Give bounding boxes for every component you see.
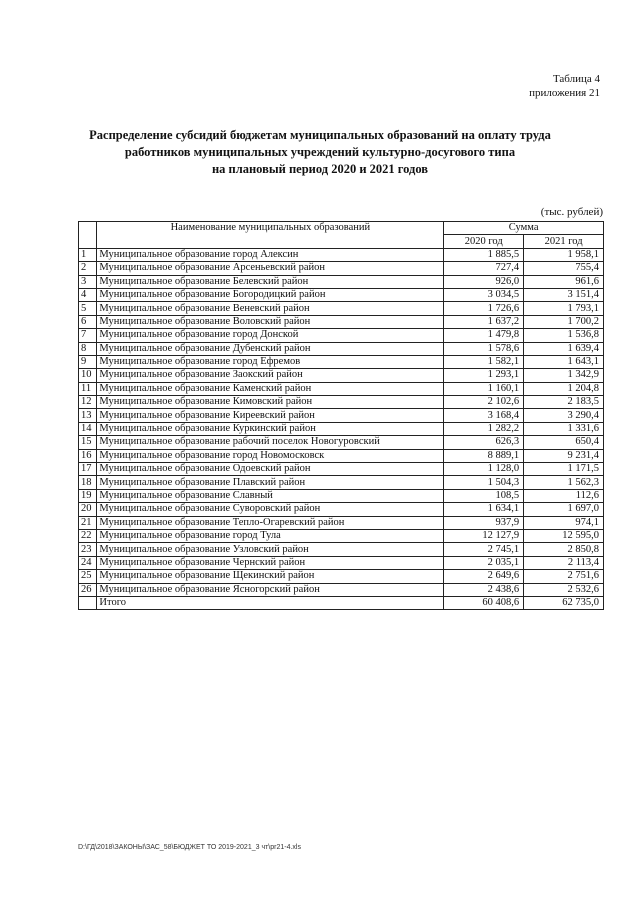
- row-value-2020: 1 885,5: [444, 248, 524, 261]
- row-number: 16: [79, 449, 97, 462]
- row-value-2020: 2 745,1: [444, 543, 524, 556]
- row-name: Муниципальное образование Богородицкий район: [97, 288, 444, 301]
- row-value-2020: 1 582,1: [444, 355, 524, 368]
- row-value-2020: 2 649,6: [444, 570, 524, 583]
- row-name: Муниципальное образование Узловский район: [97, 543, 444, 556]
- row-value-2021: 961,6: [524, 275, 604, 288]
- table-row: [79, 342, 604, 355]
- row-value-2021: 1 536,8: [524, 329, 604, 342]
- row-name: Муниципальное образование Славный: [97, 489, 444, 502]
- title-line-1: Распределение субсидий бюджетам муниципальных образований на оплату труда: [89, 128, 551, 142]
- row-value-2021: 1 562,3: [524, 476, 604, 489]
- row-value-2020: 727,4: [444, 262, 524, 275]
- total-2021: 62 735,0: [524, 596, 604, 609]
- row-number: 4: [79, 288, 97, 301]
- row-number: 15: [79, 436, 97, 449]
- row-name: Муниципальное образование рабочий поселок Новогуровский: [97, 436, 444, 449]
- row-value-2020: 1 293,1: [444, 369, 524, 382]
- row-value-2020: 3 168,4: [444, 409, 524, 422]
- row-value-2020: 1 479,8: [444, 329, 524, 342]
- row-number: 12: [79, 396, 97, 409]
- total-row: [79, 596, 604, 609]
- row-number: 13: [79, 409, 97, 422]
- row-name: Муниципальное образование город Тула: [97, 529, 444, 542]
- row-number: 24: [79, 556, 97, 569]
- row-name: Муниципальное образование Киреевский район: [97, 409, 444, 422]
- row-value-2020: 12 127,9: [444, 529, 524, 542]
- file-path: D:\ГД\2018\ЗАКОНЫ\ЗАС_58\БЮДЖЕТ ТО 2019-2021_3 чт\pr21-4.xls: [78, 844, 301, 851]
- row-name: Муниципальное образование Арсеньевский район: [97, 262, 444, 275]
- row-value-2021: 3 290,4: [524, 409, 604, 422]
- row-number: 9: [79, 355, 97, 368]
- row-value-2021: 1 639,4: [524, 342, 604, 355]
- row-value-2021: 1 643,1: [524, 355, 604, 368]
- row-value-2020: 1 634,1: [444, 503, 524, 516]
- row-value-2020: 1 282,2: [444, 422, 524, 435]
- table-row: [79, 449, 604, 462]
- row-value-2020: 8 889,1: [444, 449, 524, 462]
- table-row: [79, 489, 604, 502]
- row-number: 26: [79, 583, 97, 596]
- table-row: [79, 516, 604, 529]
- row-value-2021: 1 700,2: [524, 315, 604, 328]
- row-number: 22: [79, 529, 97, 542]
- row-name: Муниципальное образование Тепло-Огаревский район: [97, 516, 444, 529]
- total-2020: 60 408,6: [444, 596, 524, 609]
- table-row: [79, 556, 604, 569]
- row-value-2020: 3 034,5: [444, 288, 524, 301]
- total-number: [79, 596, 97, 609]
- row-name: Муниципальное образование Суворовский район: [97, 503, 444, 516]
- row-value-2021: 9 231,4: [524, 449, 604, 462]
- table-row: [79, 355, 604, 368]
- units-label: (тыс. рублей): [540, 206, 603, 218]
- row-number: 2: [79, 262, 97, 275]
- table-caption: [529, 72, 600, 100]
- table-row: [79, 422, 604, 435]
- row-value-2020: 937,9: [444, 516, 524, 529]
- table-row: [79, 396, 604, 409]
- row-number: 21: [79, 516, 97, 529]
- row-name: Муниципальное образование город Новомосковск: [97, 449, 444, 462]
- table-body: [79, 248, 604, 610]
- table-row: [79, 275, 604, 288]
- row-name: Муниципальное образование город Донской: [97, 329, 444, 342]
- table-number: Таблица 4: [552, 73, 600, 85]
- row-value-2021: 3 151,4: [524, 288, 604, 301]
- row-value-2021: 1 793,1: [524, 302, 604, 315]
- row-value-2020: 108,5: [444, 489, 524, 502]
- header-year-2021: 2021 год: [524, 235, 604, 248]
- row-number: 5: [79, 302, 97, 315]
- table-row: [79, 382, 604, 395]
- row-number: 6: [79, 315, 97, 328]
- row-name: Муниципальное образование Воловский район: [97, 315, 444, 328]
- table-row: [79, 570, 604, 583]
- row-name: Муниципальное образование Щекинский район: [97, 570, 444, 583]
- row-number: 23: [79, 543, 97, 556]
- row-value-2021: 1 331,6: [524, 422, 604, 435]
- header-sum: Сумма: [444, 222, 604, 235]
- row-value-2020: 626,3: [444, 436, 524, 449]
- document-title: [0, 127, 640, 178]
- table-row: [79, 329, 604, 342]
- row-number: 11: [79, 382, 97, 395]
- header-name: Наименование муниципальных образований: [97, 222, 444, 249]
- table-row: [79, 288, 604, 301]
- table-row: [79, 369, 604, 382]
- row-name: Муниципальное образование Кимовский район: [97, 396, 444, 409]
- row-value-2021: 1 342,9: [524, 369, 604, 382]
- table-row: [79, 529, 604, 542]
- row-value-2020: 1 128,0: [444, 463, 524, 476]
- row-value-2020: 2 035,1: [444, 556, 524, 569]
- row-value-2020: 2 438,6: [444, 583, 524, 596]
- row-value-2021: 974,1: [524, 516, 604, 529]
- table-row: [79, 476, 604, 489]
- row-value-2021: 12 595,0: [524, 529, 604, 542]
- row-name: Муниципальное образование город Ефремов: [97, 355, 444, 368]
- table-row: [79, 583, 604, 596]
- row-name: Муниципальное образование город Алексин: [97, 248, 444, 261]
- appendix-number: приложения 21: [529, 87, 600, 99]
- row-name: Муниципальное образование Одоевский район: [97, 463, 444, 476]
- table-row: [79, 436, 604, 449]
- total-label: Итого: [97, 596, 444, 609]
- row-name: Муниципальное образование Ясногорский район: [97, 583, 444, 596]
- subsidy-table: [78, 221, 604, 610]
- row-value-2021: 2 532,6: [524, 583, 604, 596]
- row-value-2020: 1 637,2: [444, 315, 524, 328]
- row-value-2020: 926,0: [444, 275, 524, 288]
- row-number: 8: [79, 342, 97, 355]
- row-name: Муниципальное образование Чернский район: [97, 556, 444, 569]
- row-name: Муниципальное образование Веневский район: [97, 302, 444, 315]
- header-year-2020: 2020 год: [444, 235, 524, 248]
- table-row: [79, 262, 604, 275]
- row-value-2020: 1 578,6: [444, 342, 524, 355]
- row-value-2020: 2 102,6: [444, 396, 524, 409]
- row-value-2021: 1 204,8: [524, 382, 604, 395]
- row-name: Муниципальное образование Куркинский район: [97, 422, 444, 435]
- row-value-2021: 2 751,6: [524, 570, 604, 583]
- header-number: [79, 222, 97, 249]
- row-number: 18: [79, 476, 97, 489]
- table-row: [79, 543, 604, 556]
- row-name: Муниципальное образование Каменский район: [97, 382, 444, 395]
- row-value-2021: 1 958,1: [524, 248, 604, 261]
- row-value-2021: 755,4: [524, 262, 604, 275]
- row-value-2020: 1 726,6: [444, 302, 524, 315]
- row-value-2021: 2 850,8: [524, 543, 604, 556]
- table-row: [79, 302, 604, 315]
- table-row: [79, 248, 604, 261]
- title-line-3: на плановый период 2020 и 2021 годов: [211, 162, 429, 176]
- row-number: 14: [79, 422, 97, 435]
- row-value-2021: 112,6: [524, 489, 604, 502]
- row-value-2020: 1 504,3: [444, 476, 524, 489]
- row-name: Муниципальное образование Плавский район: [97, 476, 444, 489]
- table-row: [79, 315, 604, 328]
- title-line-2: работников муниципальных учреждений культурно-досугового типа: [124, 145, 516, 159]
- row-value-2021: 2 183,5: [524, 396, 604, 409]
- row-value-2021: 1 697,0: [524, 503, 604, 516]
- table-row: [79, 463, 604, 476]
- row-number: 10: [79, 369, 97, 382]
- row-value-2021: 2 113,4: [524, 556, 604, 569]
- row-number: 17: [79, 463, 97, 476]
- row-name: Муниципальное образование Заокский район: [97, 369, 444, 382]
- row-name: Муниципальное образование Дубенский район: [97, 342, 444, 355]
- row-value-2021: 650,4: [524, 436, 604, 449]
- row-name: Муниципальное образование Белевский район: [97, 275, 444, 288]
- row-value-2020: 1 160,1: [444, 382, 524, 395]
- row-value-2021: 1 171,5: [524, 463, 604, 476]
- table-row: [79, 503, 604, 516]
- row-number: 25: [79, 570, 97, 583]
- row-number: 7: [79, 329, 97, 342]
- row-number: 3: [79, 275, 97, 288]
- row-number: 19: [79, 489, 97, 502]
- row-number: 20: [79, 503, 97, 516]
- row-number: 1: [79, 248, 97, 261]
- table-row: [79, 409, 604, 422]
